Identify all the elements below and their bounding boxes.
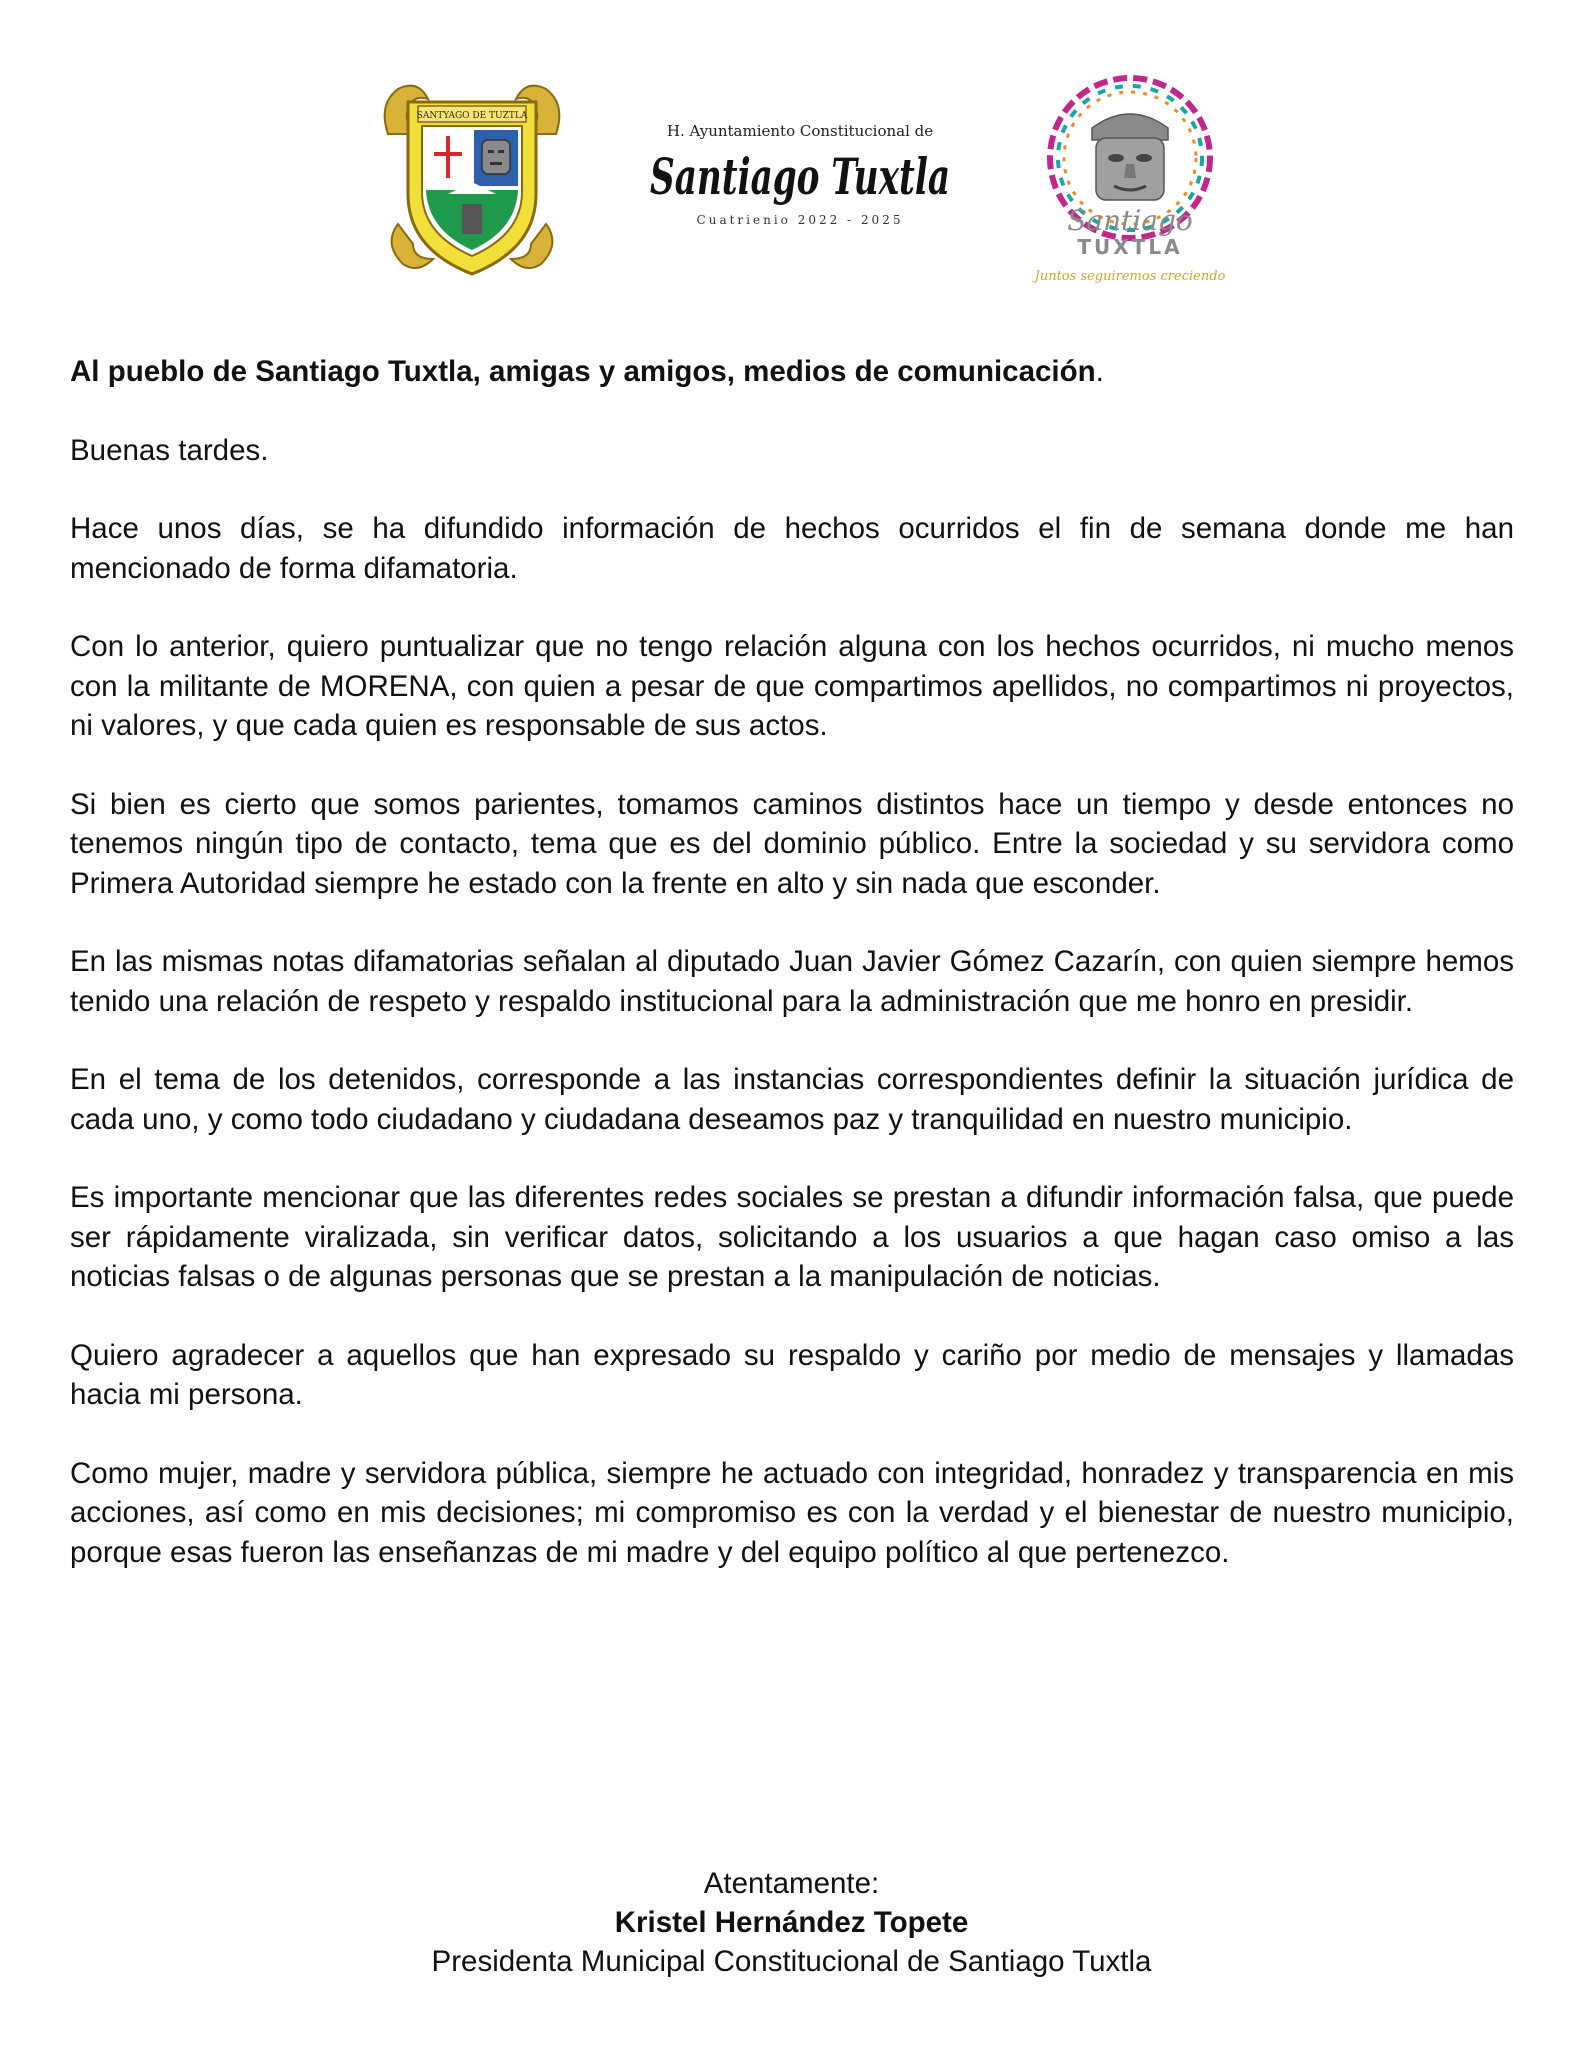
paragraph: Como mujer, madre y servidora pública, siempre he actuado con integridad, honradez y transparencia en mis acciones, así como en mis decisiones; mi compromiso es con la verdad y el bienestar de nuestro municipio, porque esas fueron las enseñanzas de mi madre y del equipo político al que pertenezco. bbox=[70, 1456, 1514, 1569]
salutation-text: Al pueblo de Santiago Tuxtla, amigas y amigos, medios de comunicación bbox=[70, 355, 1096, 388]
signer-title: Presidenta Municipal Constitucional de Santiago Tuxtla bbox=[431, 1945, 1152, 1978]
paragraph: Hace unos días, se ha difundido información de hechos ocurridos el fin de semana donde me han mencionado de forma difamatoria. bbox=[70, 512, 1514, 585]
brand-slogan: Juntos seguiremos creciendo bbox=[1034, 269, 1226, 284]
salutation-period: . bbox=[1095, 355, 1104, 388]
closing: Atentamente: bbox=[703, 1867, 880, 1900]
signature-block bbox=[0, 1864, 1583, 1981]
paragraph: Es importante mencionar que las diferentes redes sociales se prestan a difundir información falsa, que puede ser rápidamente viralizada, sin verificar datos, solicitando a los usuarios a que hagan caso omiso a las noticias falsas o de algunas personas que se prestan a la manipulación de noticias. bbox=[70, 1181, 1514, 1293]
shield-banner-text: SANTYAGO DE TUZTLA bbox=[416, 111, 528, 121]
paragraph: En el tema de los detenidos, corresponde a las instancias correspondientes definir la situación jurídica de cada uno, y como todo ciudadano y ciudadana deseamos paz y tranquilidad en nuestro municipio. bbox=[70, 1063, 1514, 1136]
paragraph: Con lo anterior, quiero puntualizar que no tengo relación alguna con los hechos ocurridos, ni mucho menos con la militante de MORENA, con quien a pesar de que compartimos apellidos, no compartimos ni proyectos, ni valores, y que cada quien es responsable de sus actos. bbox=[70, 630, 1514, 742]
ayuntamiento-logo bbox=[640, 114, 960, 244]
ayuntamiento-line: H. Ayuntamiento Constitucional de bbox=[666, 122, 934, 140]
cuatrienio-line: Cuatrienio 2022 - 2025 bbox=[696, 213, 904, 227]
letterhead bbox=[0, 70, 1583, 300]
municipality-name: Santiago Tuxtla bbox=[650, 147, 950, 206]
coat-of-arms-logo bbox=[378, 74, 566, 280]
brand-subtitle: TUXTLA bbox=[1077, 235, 1183, 259]
greeting: Buenas tardes. bbox=[70, 433, 269, 467]
paragraph: En las mismas notas difamatorias señalan al diputado Juan Javier Gómez Cazarín, con quien siempre hemos tenido una relación de respeto y respaldo institucional para la administración que me honro en presidir. bbox=[70, 945, 1514, 1018]
brand-title: Santiago bbox=[1067, 204, 1193, 237]
signer-name: Kristel Hernández Topete bbox=[614, 1906, 969, 1939]
salutation bbox=[70, 352, 1514, 392]
santiago-tuxtla-brand-logo bbox=[1030, 70, 1230, 300]
paragraph: Quiero agradecer a aquellos que han expresado su respaldo y cariño por medio de mensajes y llamadas hacia mi persona. bbox=[70, 1338, 1514, 1411]
letter-body bbox=[70, 352, 1514, 1611]
paragraph: Si bien es cierto que somos parientes, tomamos caminos distintos hace un tiempo y desde entonces no tenemos ningún tipo de contacto, tema que es del dominio público. Entre la sociedad y su servidora como Primera Autoridad siempre he estado con la frente en alto y sin nada que esconder. bbox=[70, 787, 1514, 900]
